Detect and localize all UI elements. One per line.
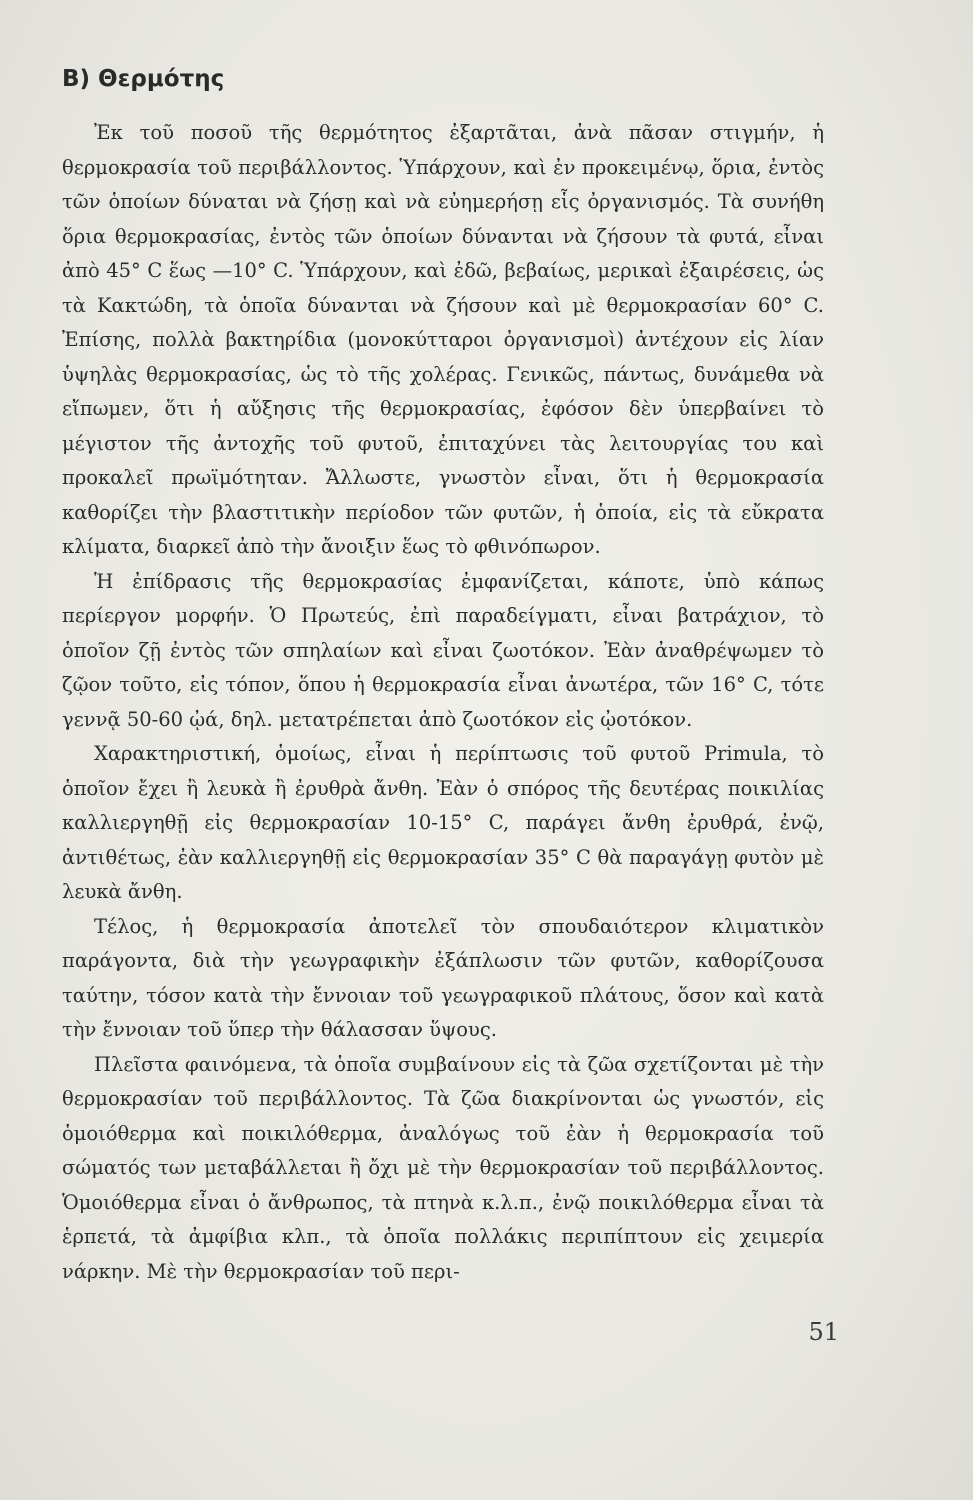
paragraph: Πλεῖστα φαινόμενα, τὰ ὁποῖα συμβαίνουν εἰς τὰ ζῶα σχετίζονται μὲ τὴν θερμοκρασίαν τοῦ περιβάλλοντος. Τὰ ζῶα διακρίνονται ὡς γνωστόν, εἰς ὁμοιόθερμα καὶ ποικιλόθερμα, ἀναλόγως τοῦ ἐὰν ἡ θερμοκρασία τοῦ σώματός των μεταβάλλεται ἢ ὄχι μὲ τὴν θερμοκρασίαν τοῦ περιβάλλοντος. Ὁμοιόθερμα εἶναι ὁ ἄνθρωπος, τὰ πτηνὰ κ.λ.π., ἐνῷ ποικιλόθερμα εἶναι τὰ ἑρπετά, τὰ ἀμφίβια κλπ., τὰ ὁποῖα πολλάκις περιπίπτουν εἰς χειμερία νάρκην. Μὲ τὴν θερμοκρασίαν τοῦ περι- <box>62 1052 824 1283</box>
paragraph: Τέλος, ἡ θερμοκρασία ἀποτελεῖ τὸν σπουδαιότερον κλιματικὸν παράγοντα, διὰ τὴν γεωγραφικὴν ἐξάπλωσιν τῶν φυτῶν, καθορίζουσα ταύτην, τόσον κατὰ τὴν ἔννοιαν τοῦ γεωγραφικοῦ πλάτους, ὅσον καὶ κατὰ τὴν ἔννοιαν τοῦ ὕπερ τὴν θάλασσαν ὕψους. <box>62 914 824 1041</box>
paragraph: Χαρακτηριστική, ὁμοίως, εἶναι ἡ περίπτωσις τοῦ φυτοῦ Primula, τὸ ὁποῖον ἔχει ἢ λευκὰ ἢ ἐρυθρὰ ἄνθη. Ἐὰν ὁ σπόρος τῆς δευτέρας ποικιλίας καλλιεργηθῇ εἰς θερμοκρασίαν 10-15° C, παράγει ἄνθη ἐρυθρά, ἐνῷ, ἀντιθέτως, ἐὰν καλλιεργηθῇ εἰς θερμοκρασίαν 35° C θὰ παραγάγῃ φυτὸν μὲ λευκὰ ἄνθη. <box>62 742 824 903</box>
body-text <box>62 116 824 1289</box>
paragraph: Ἡ ἐπίδρασις τῆς θερμοκρασίας ἐμφανίζεται, κάποτε, ὑπὸ κάπως περίεργον μορφήν. Ὁ Πρωτεύς, ἐπὶ παραδείγματι, εἶναι βατράχιον, τὸ ὁποῖον ζῇ ἐντὸς τῶν σπηλαίων καὶ εἶναι ζωοτόκον. Ἐὰν ἀναθρέψωμεν τὸ ζῷον τοῦτο, εἰς τόπον, ὅπου ἡ θερμοκρασία εἶναι ἀνωτέρα, τῶν 16° C, τότε γεννᾷ 50-60 ᾠά, δηλ. μετατρέπεται ἀπὸ ζωοτόκον εἰς ᾠοτόκον. <box>62 569 824 731</box>
section-heading: B) Θερμότης <box>62 66 225 92</box>
page-number: 51 <box>808 1318 839 1346</box>
paragraph: Ἐκ τοῦ ποσοῦ τῆς θερμότητος ἐξαρτᾶται, ἀνὰ πᾶσαν στιγμήν, ἡ θερμοκρασία τοῦ περιβάλλοντος. Ὑπάρχουν, καὶ ἐν προκειμένῳ, ὅρια, ἐντὸς τῶν ὁποίων δύναται νὰ ζήσῃ καὶ νὰ εὐημερήσῃ εἷς ὀργανισμός. Τὰ συνήθη ὅρια θερμοκρασίας, ἐντὸς τῶν ὁποίων δύνανται νὰ ζήσουν τὰ φυτά, εἶναι ἀπὸ 45° C ἕως —10° C. Ὑπάρχουν, καὶ ἐδῶ, βεβαίως, μερικαὶ ἐξαιρέσεις, ὡς τὰ Κακτώδη, τὰ ὁποῖα δύνανται νὰ ζήσουν καὶ μὲ θερμοκρασίαν 60° C. Ἐπίσης, πολλὰ βακτηρίδια (μονοκύτταροι ὀργανισμοὶ) ἀντέχουν εἰς λίαν ὑψηλὰς θερμοκρασίας, ὡς τὸ τῆς χολέρας. Γενικῶς, πάντως, δυνάμεθα νὰ εἴπωμεν, ὅτι ἡ αὔξησις τῆς θερμοκρασίας, ἐφόσον δὲν ὑπερβαίνει τὸ μέγιστον τῆς ἀντοχῆς τοῦ φυτοῦ, ἐπιταχύνει τὰς λειτουργίας του καὶ προκαλεῖ πρωϊμότηταν. Ἄλλωστε, γνωστὸν εἶναι, ὅτι ἡ θερμοκρασία καθορίζει τὴν βλαστιτικὴν περίοδον τῶν φυτῶν, ἡ ὁποία, εἰς τὰ εὔκρατα κλίματα, διαρκεῖ ἀπὸ τὴν ἄνοιξιν ἕως τὸ φθινόπωρον. <box>62 121 824 558</box>
